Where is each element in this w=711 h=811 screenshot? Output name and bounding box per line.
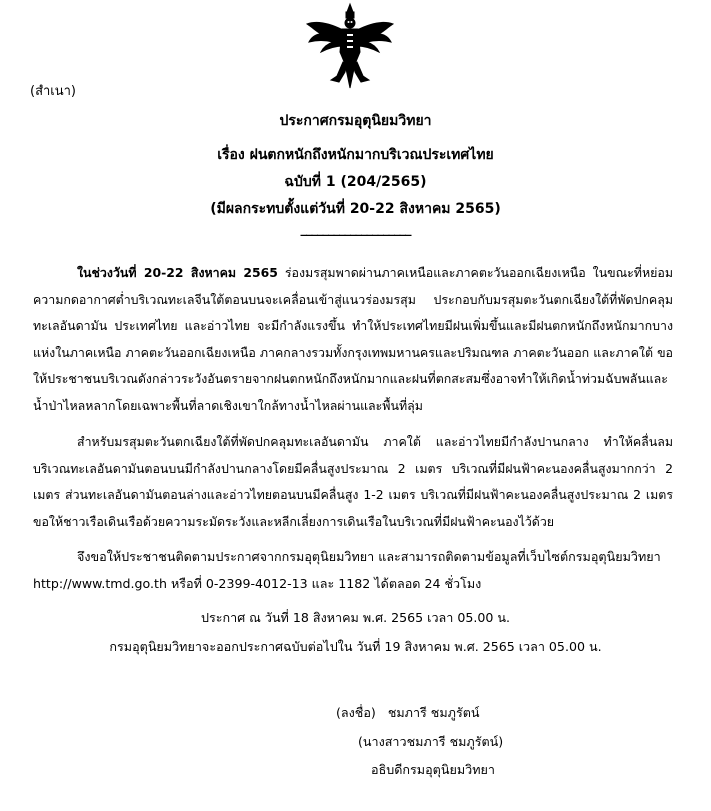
heading-separator: ____________________ [300,222,411,237]
signed-label: (ลงชื่อ) [336,705,376,720]
contact-intro: จึงขอให้ประชาชนติดตามประกาศจากกรมอุตุนิยมวิทยา และสามารถติดตามข้อมูลที่เว็บไซต์กรมอุตุนิยมวิทยา [77,549,661,564]
copy-label: (สำเนา) [30,84,77,99]
signed-name: ชมภารี ชมภูรัตน์ [387,705,480,720]
next-issue-note: กรมอุตุนิยมวิทยาจะออกประกาศฉบับต่อไปใน วันที่ 19 สิงหาคม พ.ศ. 2565 เวลา 05.00 น. [109,639,602,654]
forecast-body: ร่องมรสุมพาดผ่านภาคเหนือและภาคตะวันออกเฉียงเหนือ ในขณะที่หย่อมความกดอากาศต่ำบริเวณทะเลจีนใต้ตอนบนจะเคลื่อนเข้าสู่แนวร่องมรสุม ประกอบกับมรสุมตะวันตกเฉียงใต้ที่พัดปกคลุมทะเลอันดามัน ประเทศไทย และอ่าวไทย จะมีกำลังแรงขึ้น ทำให้ประเทศไทยมีฝนเพิ่มขึ้นและมีฝนตกหนักถึงหนักมากบางแห่งในภาคเหนือ ภาคตะวันออกเฉียงเหนือ ภาคกลางรวมทั้งกรุงเทพมหานครและปริมณฑล ภาคตะวันออก และภาคใต้ ขอให้ประชาชนบริเวณดังกล่าวระวังอันตรายจากฝนตกหนักถึงหนักมากและฝนที่ตกสะสมซึ่งอาจทำให้เกิดน้ำท่วมฉับพลันและน้ำป่าไหลหลากโดยเฉพาะพื้นที่ลาดเชิงเขาใกล้ทางน้ำไหลผ่านและพื้นที่ลุ่ม [33,265,673,413]
contact-phone: หรือที่ 0-2399-4012-13 และ 1182 ได้ตลอด 24 ชั่วโมง [166,575,482,591]
agency-heading: ประกาศกรมอุตุนิยมวิทยา [279,113,432,129]
paragraph-marine: สำหรับมรสุมตะวันตกเฉียงใต้ที่พัดปกคลุมทะเลอันดามัน ภาคใต้ และอ่าวไทยมีกำลังปานกลาง ทำให้คลื่นลมบริเวณทะเลอันดามันตอนบนมีกำลังปานกลางโดยมีคลื่นสูงประมาณ 2 เมตร บริเวณที่มีฝนฟ้าคะนองคลื่นสูงมากกว่า 2 เมตร ส่วนทะเลอันดามันตอนล่างและอ่าวไทยตอนบนมีคลื่นสูง 1-2 เมตร บริเวณที่มีฝนฟ้าคะนองคลื่นสูงประมาณ 2 เมตร ขอให้ชาวเรือเดินเรือด้วยความระมัดระวังและหลีกเลี่ยงการเดินเรือในบริเวณที่มีฝนฟ้าคะนองไว้ด้วย [33,434,673,529]
website-link[interactable]: http://www.tmd.go.th [33,575,167,591]
signature-line [336,703,480,723]
forecast-date-lead: ในช่วงวันที่ 20-22 สิงหาคม 2565 [77,265,278,280]
signatory-title: อธิบดีกรมอุตุนิยมวิทยา [371,762,495,777]
issue-heading: ฉบับที่ 1 (204/2565) [284,174,427,190]
garuda-emblem-icon [303,2,398,90]
announced-date: ประกาศ ณ วันที่ 18 สิงหาคม พ.ศ. 2565 เวลา 05.00 น. [200,610,511,625]
paragraph-forecast [33,260,673,420]
signatory-full-name: (นางสาวชมภารี ชมภูรัตน์) [358,734,504,749]
effective-heading: (มีผลกระทบตั้งแต่วันที่ 20-22 สิงหาคม 2565) [210,201,501,217]
subject-heading: เรื่อง ฝนตกหนักถึงหนักมากบริเวณประเทศไทย [217,147,494,163]
paragraph-contact [33,544,673,597]
